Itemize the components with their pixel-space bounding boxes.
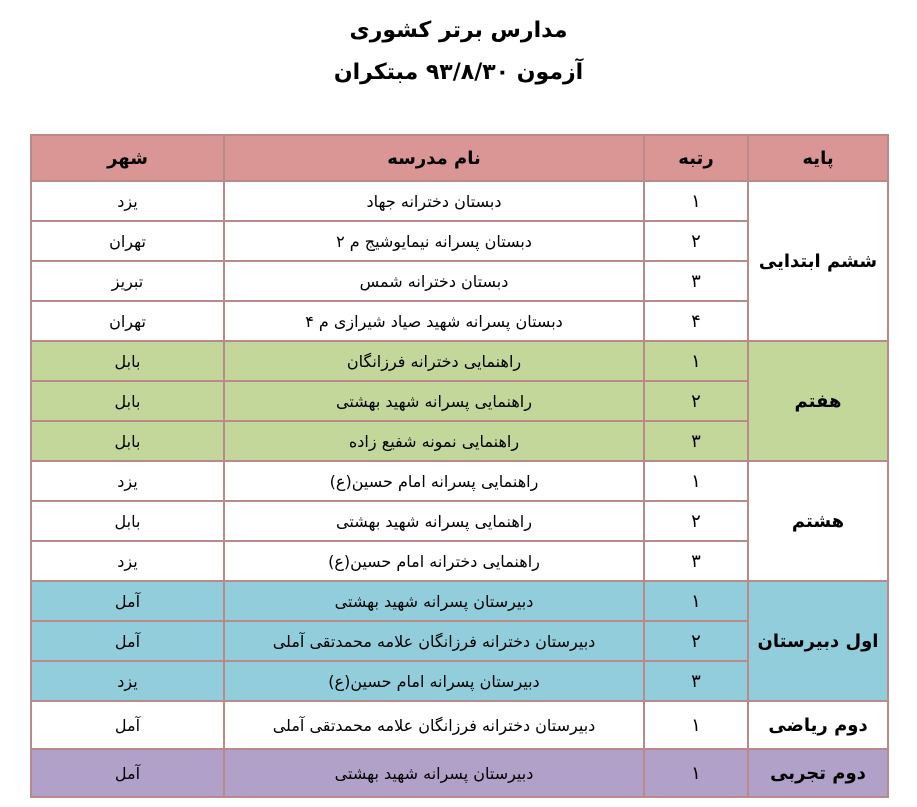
rank-cell: ۱: [644, 461, 748, 501]
city-cell: آمل: [31, 621, 224, 661]
rank-cell: ۳: [644, 421, 748, 461]
city-cell: تهران: [31, 221, 224, 261]
city-cell: یزد: [31, 461, 224, 501]
table-header-row: [31, 135, 888, 181]
table-row: [31, 341, 888, 381]
table-body: [31, 181, 888, 797]
table-row: [31, 749, 888, 797]
school-cell: راهنمایی نمونه شفیع زاده: [224, 421, 644, 461]
school-cell: دبستان پسرانه شهید صیاد شیرازی م ۴: [224, 301, 644, 341]
rank-cell: ۲: [644, 221, 748, 261]
school-cell: راهنمایی دخترانه فرزانگان: [224, 341, 644, 381]
school-cell: راهنمایی پسرانه شهید بهشتی: [224, 381, 644, 421]
school-cell: دبیرستان دخترانه فرزانگان علامه محمدتقی آملی: [224, 701, 644, 749]
grade-cell: دوم تجربی: [748, 749, 888, 797]
header-school: نام مدرسه: [224, 135, 644, 181]
header-city: شهر: [31, 135, 224, 181]
city-cell: یزد: [31, 181, 224, 221]
school-cell: راهنمایی پسرانه امام حسین(ع): [224, 461, 644, 501]
school-cell: راهنمایی پسرانه شهید بهشتی: [224, 501, 644, 541]
rank-cell: ۱: [644, 341, 748, 381]
rank-cell: ۱: [644, 581, 748, 621]
rank-cell: ۲: [644, 501, 748, 541]
rank-cell: ۳: [644, 261, 748, 301]
grade-cell: ششم ابتدایی: [748, 181, 888, 341]
city-cell: تبریز: [31, 261, 224, 301]
grade-cell: دوم ریاضی: [748, 701, 888, 749]
table-row: [31, 181, 888, 221]
grade-cell: هفتم: [748, 341, 888, 461]
city-cell: بابل: [31, 381, 224, 421]
city-cell: بابل: [31, 421, 224, 461]
city-cell: آمل: [31, 749, 224, 797]
top-schools-table: [30, 134, 889, 798]
table-row: [31, 581, 888, 621]
school-cell: دبیرستان پسرانه شهید بهشتی: [224, 581, 644, 621]
rank-cell: ۳: [644, 661, 748, 701]
rank-cell: ۱: [644, 749, 748, 797]
rank-cell: ۳: [644, 541, 748, 581]
page-title: مدارس برتر کشوری: [349, 18, 568, 43]
page-subtitle: آزمون ۹۳/۸/۳۰ مبتکران: [333, 60, 584, 85]
table-row: [31, 701, 888, 749]
school-cell: دبستان دخترانه جهاد: [224, 181, 644, 221]
rank-cell: ۴: [644, 301, 748, 341]
city-cell: تهران: [31, 301, 224, 341]
header-grade: پایه: [748, 135, 888, 181]
school-cell: دبیرستان دخترانه فرزانگان علامه محمدتقی آملی: [224, 621, 644, 661]
city-cell: یزد: [31, 661, 224, 701]
city-cell: بابل: [31, 341, 224, 381]
rank-cell: ۱: [644, 181, 748, 221]
school-cell: دبستان دخترانه شمس: [224, 261, 644, 301]
school-cell: راهنمایی دخترانه امام حسین(ع): [224, 541, 644, 581]
city-cell: آمل: [31, 701, 224, 749]
city-cell: بابل: [31, 501, 224, 541]
table-row: [31, 461, 888, 501]
grade-cell: هشتم: [748, 461, 888, 581]
rank-cell: ۲: [644, 381, 748, 421]
city-cell: یزد: [31, 541, 224, 581]
rank-cell: ۱: [644, 701, 748, 749]
grade-cell: اول دبیرستان: [748, 581, 888, 701]
header-rank: رتبه: [644, 135, 748, 181]
rank-cell: ۲: [644, 621, 748, 661]
school-cell: دبیرستان پسرانه امام حسین(ع): [224, 661, 644, 701]
city-cell: آمل: [31, 581, 224, 621]
school-cell: دبیرستان پسرانه شهید بهشتی: [224, 749, 644, 797]
school-cell: دبستان پسرانه نیمایوشیج م ۲: [224, 221, 644, 261]
